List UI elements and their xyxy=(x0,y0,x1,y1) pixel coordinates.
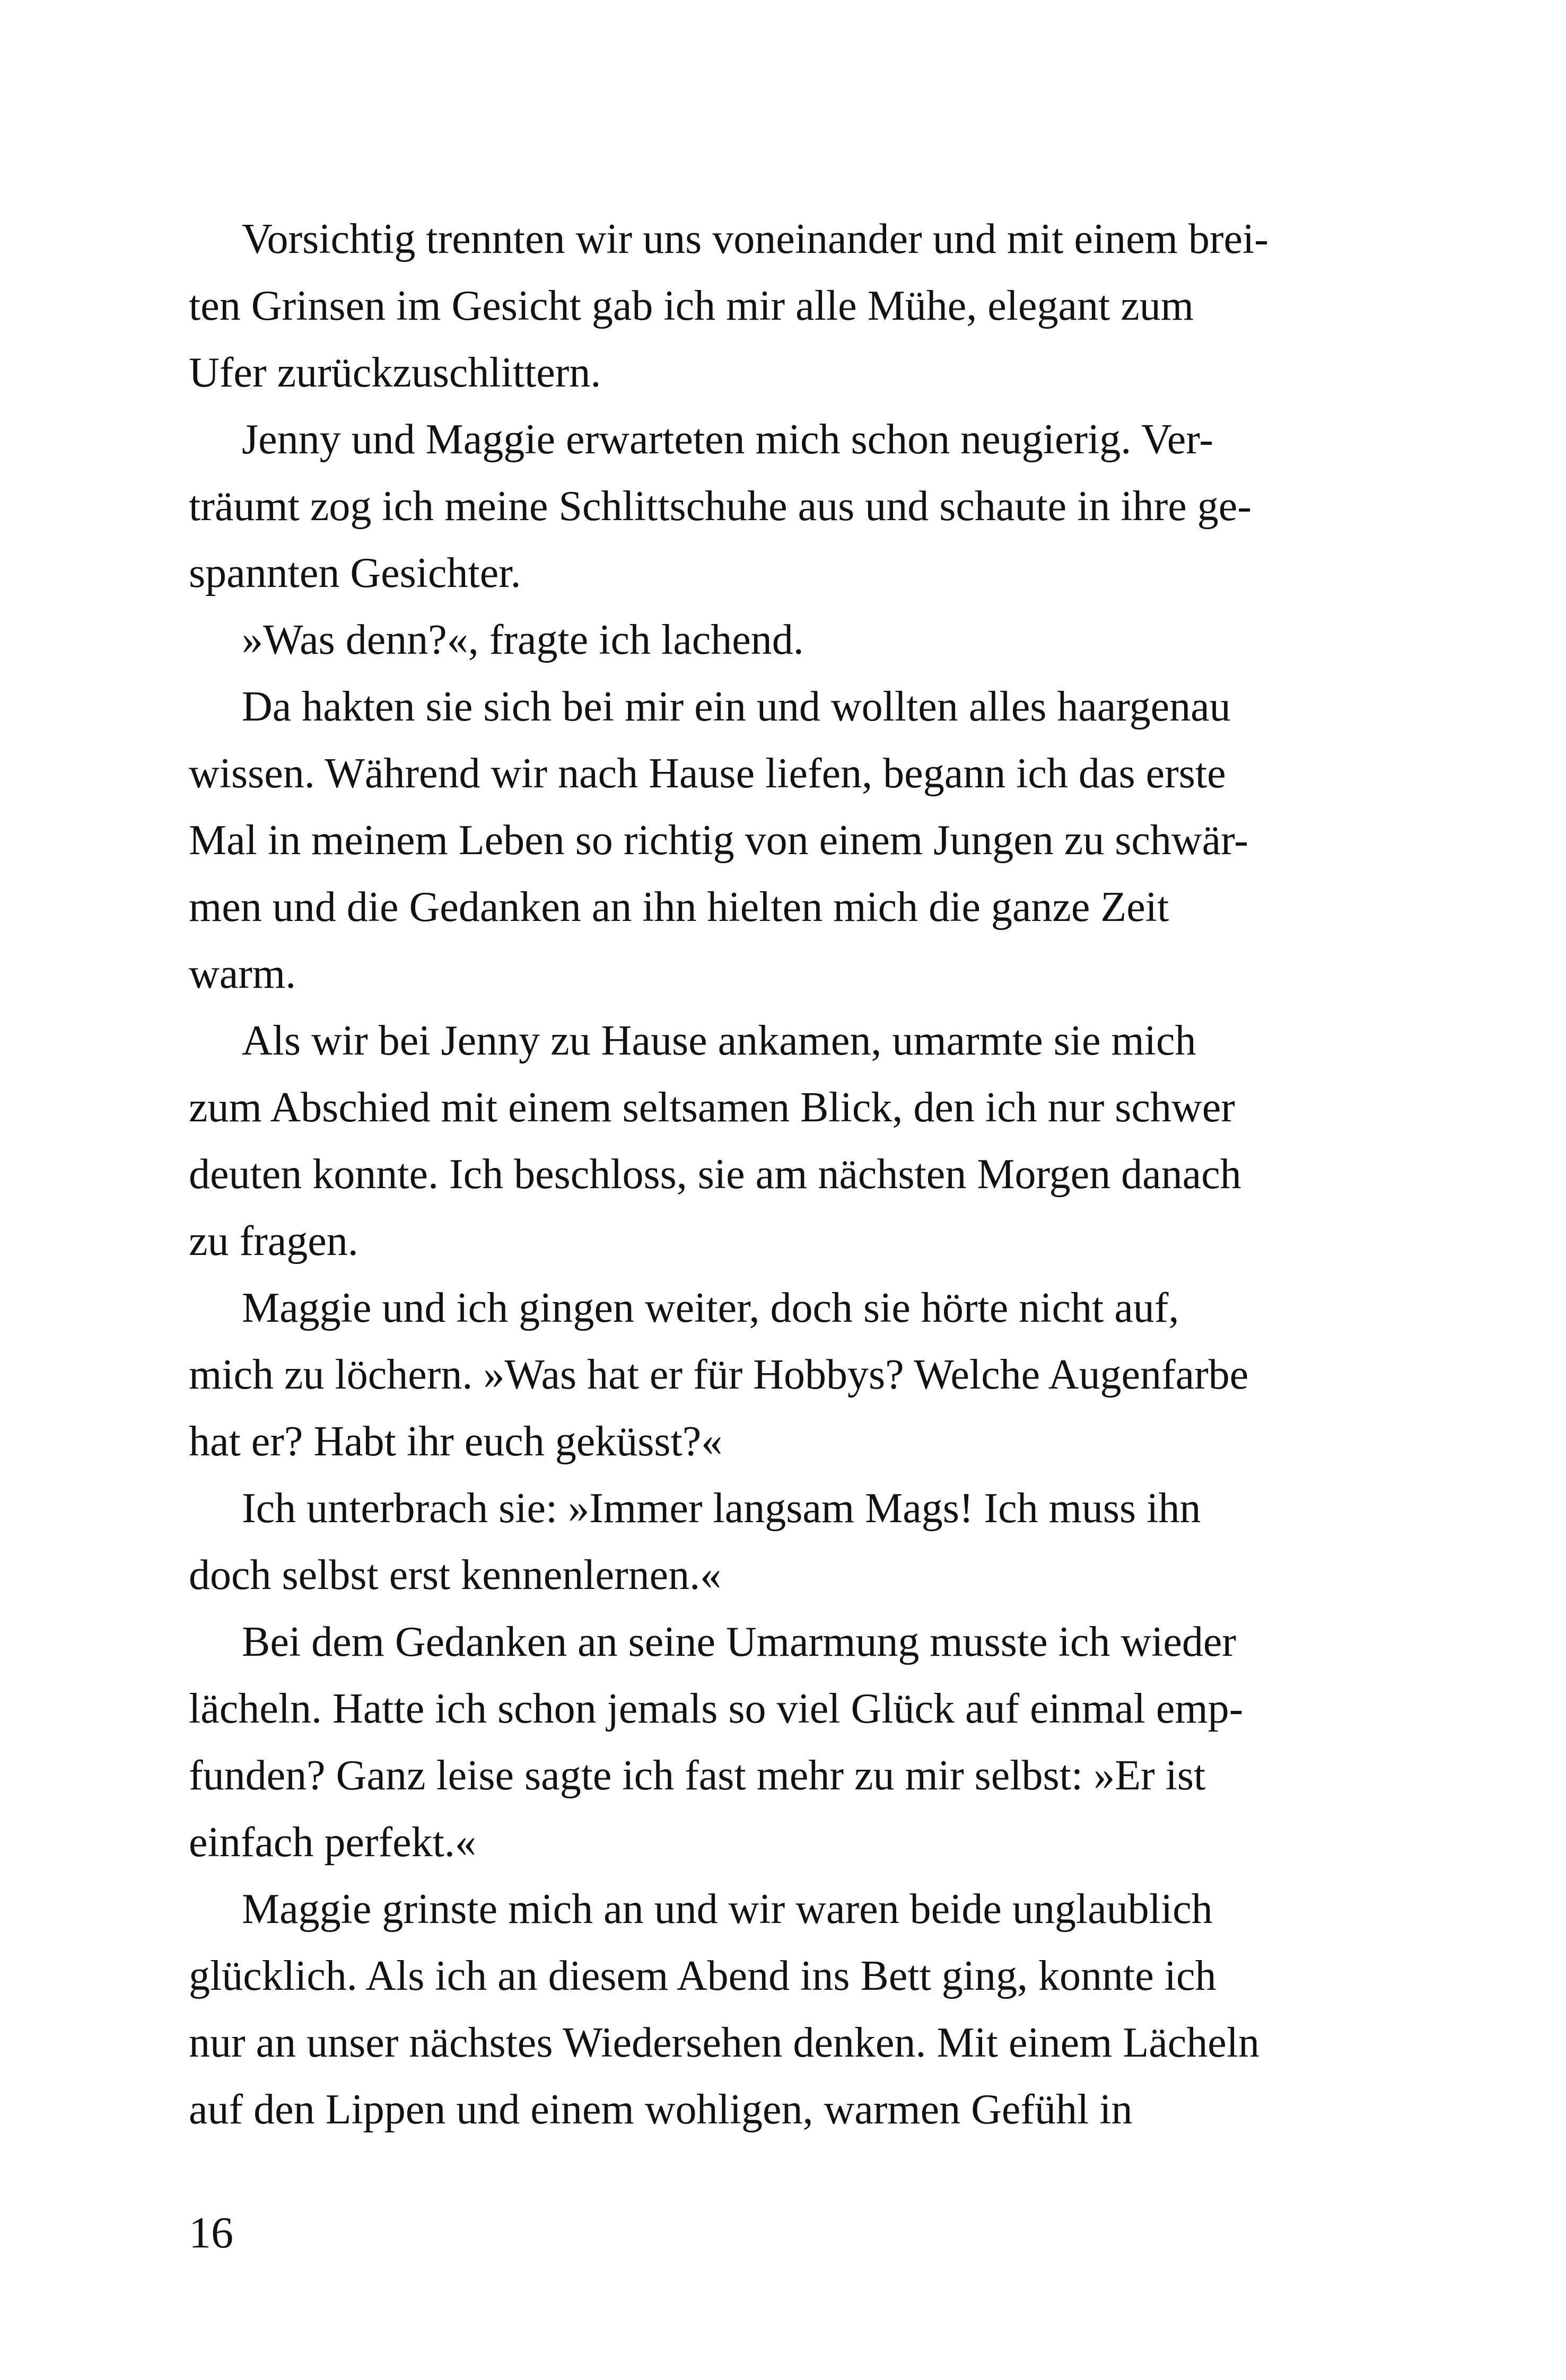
text-line: funden? Ganz leise sagte ich fast mehr zu mir selbst: »Er ist xyxy=(189,1752,1206,1799)
text-line: mich zu löchern. »Was hat er für Hobbys? Welche Augenfarbe xyxy=(189,1351,1249,1398)
text-line: deuten konnte. Ich beschloss, sie am nächsten Morgen danach xyxy=(189,1151,1241,1198)
text-line: Da hakten sie sich bei mir ein und wollten alles haargenau xyxy=(242,683,1231,730)
text-line: »Was denn?«, fragte ich lachend. xyxy=(242,617,804,663)
text-line: Ich unterbrach sie: »Immer langsam Mags! Ich muss ihn xyxy=(242,1485,1201,1532)
text-line: träumt zog ich meine Schlittschuhe aus und schaute in ihre ge- xyxy=(189,483,1252,530)
text-line: auf den Lippen und einem wohligen, warmen Gefühl in xyxy=(189,2086,1133,2133)
page-number: 16 xyxy=(189,2208,233,2258)
text-line: zum Abschied mit einem seltsamen Blick, den ich nur schwer xyxy=(189,1084,1235,1131)
text-line: Bei dem Gedanken an seine Umarmung musste ich wieder xyxy=(242,1619,1236,1665)
text-line: einfach perfekt.« xyxy=(189,1819,476,1866)
text-line: Ufer zurückzuschlittern. xyxy=(189,349,601,396)
text-line: warm. xyxy=(189,951,296,997)
text-line: nur an unser nächstes Wiedersehen denken. Mit einem Lächeln xyxy=(189,2019,1260,2066)
text-line: Als wir bei Jenny zu Hause ankamen, umarmte sie mich xyxy=(242,1017,1196,1064)
text-line: zu fragen. xyxy=(189,1218,358,1264)
text-line: Maggie und ich gingen weiter, doch sie hörte nicht auf, xyxy=(242,1285,1179,1331)
text-line: Jenny und Maggie erwarteten mich schon neugierig. Ver- xyxy=(242,416,1213,463)
text-line: Maggie grinste mich an und wir waren beide unglaublich xyxy=(242,1886,1213,1933)
text-line: glücklich. Als ich an diesem Abend ins Bett ging, konnte ich xyxy=(189,1953,1217,1999)
text-line: Vorsichtig trennten wir uns voneinander und mit einem brei- xyxy=(242,216,1268,262)
body-text xyxy=(189,206,1334,2143)
text-line: men und die Gedanken an ihn hielten mich die ganze Zeit xyxy=(189,884,1169,930)
text-line: hat er? Habt ihr euch geküsst?« xyxy=(189,1418,723,1465)
text-line: doch selbst erst kennenlernen.« xyxy=(189,1552,722,1599)
text-line: Mal in meinem Leben so richtig von einem Jungen zu schwär- xyxy=(189,817,1248,864)
text-line: wissen. Während wir nach Hause liefen, begann ich das erste xyxy=(189,750,1226,797)
text-line: ten Grinsen im Gesicht gab ich mir alle Mühe, elegant zum xyxy=(189,283,1194,329)
text-line: spannten Gesichter. xyxy=(189,550,521,596)
text-line: lächeln. Hatte ich schon jemals so viel Glück auf einmal emp- xyxy=(189,1685,1244,1732)
